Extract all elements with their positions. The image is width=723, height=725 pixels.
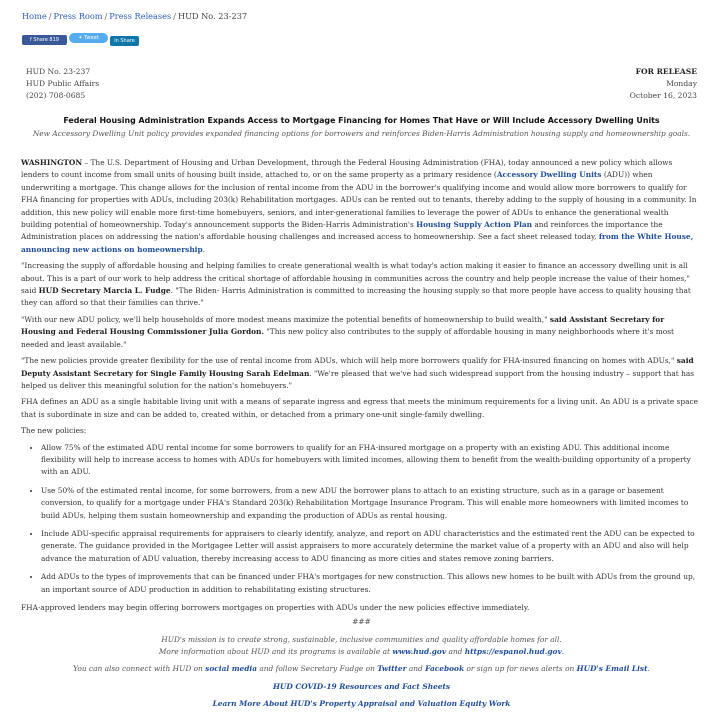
white-house-link[interactable]: from the White House, announcing new actions on homeownership bbox=[21, 232, 694, 254]
paragraph-adu-definition: FHA defines an ADU as a single habitable living unit with a means of separate ingress and egress that meets the minimum requirements for a living unit. An ADU is a private space that is subordinate in size and can be added to, created within, or detached from a primary one-unit single-family dwelling. bbox=[21, 397, 698, 419]
connect-line: You can also connect with HUD on social media and follow Secretary Fudge on Twitter and Facebook or sign up for news alerts on HUD's Email List. bbox=[73, 664, 650, 673]
email-list-link[interactable]: HUD's Email List bbox=[576, 664, 648, 673]
facebook-icon: f bbox=[30, 37, 34, 43]
policy-list bbox=[21, 442, 701, 596]
dateline: WASHINGTON bbox=[21, 158, 83, 167]
paragraph-edelman-quote: "The new policies provide greater flexibility for the use of rental income from ADUs, which will help more borrowers qualify for FHA-insured financing on homes with ADUs," said Deputy Assistant Secretary for Single Family Housing Sarah Edelman. "We're pleased that we've had such widespread support from the housing industry – support that has helped us deliver this meaningful solution for the nation's homebuyers." bbox=[21, 356, 695, 390]
covid-resources-link[interactable]: HUD COVID-19 Resources and Fact Sheets bbox=[272, 682, 451, 691]
paragraph-new-policies: The new policies: bbox=[21, 426, 87, 436]
facebook-link[interactable]: Facebook bbox=[425, 664, 465, 673]
list-item: • Add ADUs to the types of improvements that can be financed under FHA's mortgages for new construction. This allows new homes to be built with ADUs from the ground up, an important source of ADU production in addition to rehabilitating existing structures. bbox=[41, 571, 701, 596]
end-marker: ### bbox=[352, 617, 371, 626]
release-date: October 16, 2023 bbox=[629, 91, 697, 100]
list-item: • Use 50% of the estimated rental income, for some borrowers, from a new ADU the borrower plans to attach to an existing structure, such as in a garage or basement conversion, to qualify for a mortgage under FHA's Standard 203(k) Rehabilitation Mortgage Insurance Program. This will enable more homeowners with limited incomes to build ADUs, helping them sustain homeownership and expanding the production of ADUs as rental housing. bbox=[41, 485, 701, 522]
breadcrumb-current: HUD No. 23-237 bbox=[177, 11, 248, 21]
twitter-tweet-button[interactable]: ✦ Tweet bbox=[69, 33, 108, 43]
subheadline: New Accessory Dwelling Unit policy provides expanded financing options for borrowers and reinforces Biden-Harris Administration housing supply and homeownership goals. bbox=[32, 129, 691, 138]
paragraph-fudge-quote: "Increasing the supply of affordable housing and helping families to create generational wealth is what today's action making it easier to finance an accessory dwelling unit is all about. This is a part of our work to help address the critical shortage of affordable housing in communities across the country and help people increase the value of their homes," said HUD Secretary Marcia L. Fudge. "The Biden- Harris Administration is committed to increasing the housing supply so that more people have access to quality housing that they can afford so that their families can thrive." bbox=[21, 261, 691, 308]
release-phone: (202) 708-0685 bbox=[26, 91, 86, 100]
mission-statement: HUD's mission is to create strong, sustainable, inclusive communities and quality affordable homes for all. More information about HUD and its programs is available at www.hud.gov and https://espanol.hud.gov. bbox=[158, 635, 565, 656]
twitter-link[interactable]: Twitter bbox=[377, 664, 407, 673]
release-day: Monday bbox=[666, 79, 697, 88]
article-body bbox=[21, 157, 701, 618]
list-item: • Include ADU-specific appraisal requirements for appraisers to clearly identify, analyze, and report on ADU characteristics and the estimated rent the ADU can be expected to generate. The guidance provided in the Mortgagee Letter will assist appraisers to more accurately determine the market value of a property with an ADU and also will help advance the maturation of ADU valuation, thereby increasing access to ADU financing as more cities and states remove zoning barriers. bbox=[41, 528, 701, 565]
adu-link[interactable]: Accessory Dwelling Units bbox=[496, 170, 602, 180]
release-meta-left bbox=[26, 66, 99, 102]
linkedin-share-button[interactable]: in Share bbox=[110, 36, 139, 46]
paragraph-intro: WASHINGTON – The U.S. Department of Housing and Urban Development, through the Federal Housing Administration (FHA), today announced a new policy which allows lenders to count income from small units of housing built inside, attached to, or on the same property as a primary residence (Accessory Dwelling Units (ADU)) when underwriting a mortgage. This change allows for the inclusion of rental income from the ADU in the borrower's qualifying income and would allow more borrowers to qualify for FHA financing for properties with ADUs, including 203(k) Rehabilitation mortgages. ADUs can be rented out to tenants, thereby adding to the supply of housing in a community. In addition, this new policy will enable more first-time homebuyers, seniors, and inter-generational families to leverage the power of ADUs to enhance the generational wealth building potential of homeownership. Today's announcement supports the Biden-Harris Administration's Housing Supply Action Plan and reinforces the importance the Administration places on addressing the nation's affordable housing challenges and increased access to homeownership. See a fact sheet released today, from the White House, announcing new actions on homeownership. bbox=[21, 158, 697, 254]
breadcrumb-press-room[interactable]: Press Room bbox=[53, 11, 103, 21]
list-item: • Allow 75% of the estimated ADU rental income for some borrowers to qualify for an FHA-insured mortgage on a property with an existing ADU. This additional income flexibility will help to increase access to homes with ADUs for homebuyers with limited incomes, allowing them to benefit from the wealth-building opportunity of a property with an ADU. bbox=[41, 442, 701, 479]
social-media-link[interactable]: social media bbox=[205, 664, 258, 673]
espanol-hud-link[interactable]: https://espanol.hud.gov bbox=[464, 647, 562, 656]
paragraph-gordon-quote: "With our new ADU policy, we'll help households of more modest means maximize the potential benefits of homeownership to build wealth," said Assistant Secretary for Housing and Federal Housing Commissioner Julia Gordon. "This new policy also contributes to the supply of affordable housing in many neighborhoods where it's most needed and least available." bbox=[21, 314, 674, 349]
breadcrumb-home[interactable]: Home bbox=[22, 11, 47, 21]
hud-gov-link[interactable]: www.hud.gov bbox=[392, 647, 447, 656]
appraisal-equity-link[interactable]: Learn More About HUD's Property Appraisal and Valuation Equity Work bbox=[212, 699, 511, 708]
breadcrumb: Home / Press Room / Press Releases / HUD No. 23-237 bbox=[22, 11, 248, 21]
release-meta-right bbox=[630, 66, 697, 102]
linkedin-icon: in bbox=[114, 38, 121, 44]
housing-supply-plan-link[interactable]: Housing Supply Action Plan bbox=[416, 220, 533, 230]
for-release-label: FOR RELEASE bbox=[635, 67, 697, 76]
headline: Federal Housing Administration Expands Access to Mortgage Financing for Homes That Have or Will Include Accessory Dwelling Units bbox=[63, 116, 660, 125]
release-office: HUD Public Affairs bbox=[26, 79, 100, 88]
breadcrumb-press-releases[interactable]: Press Releases bbox=[109, 11, 172, 21]
paragraph-effective: FHA-approved lenders may begin offering borrowers mortgages on properties with ADUs under the new policies effective immediately. bbox=[21, 603, 530, 612]
twitter-icon: ✦ bbox=[78, 35, 85, 41]
facebook-share-button[interactable]: f Share 819 bbox=[22, 35, 67, 45]
release-number: HUD No. 23-237 bbox=[26, 67, 91, 76]
